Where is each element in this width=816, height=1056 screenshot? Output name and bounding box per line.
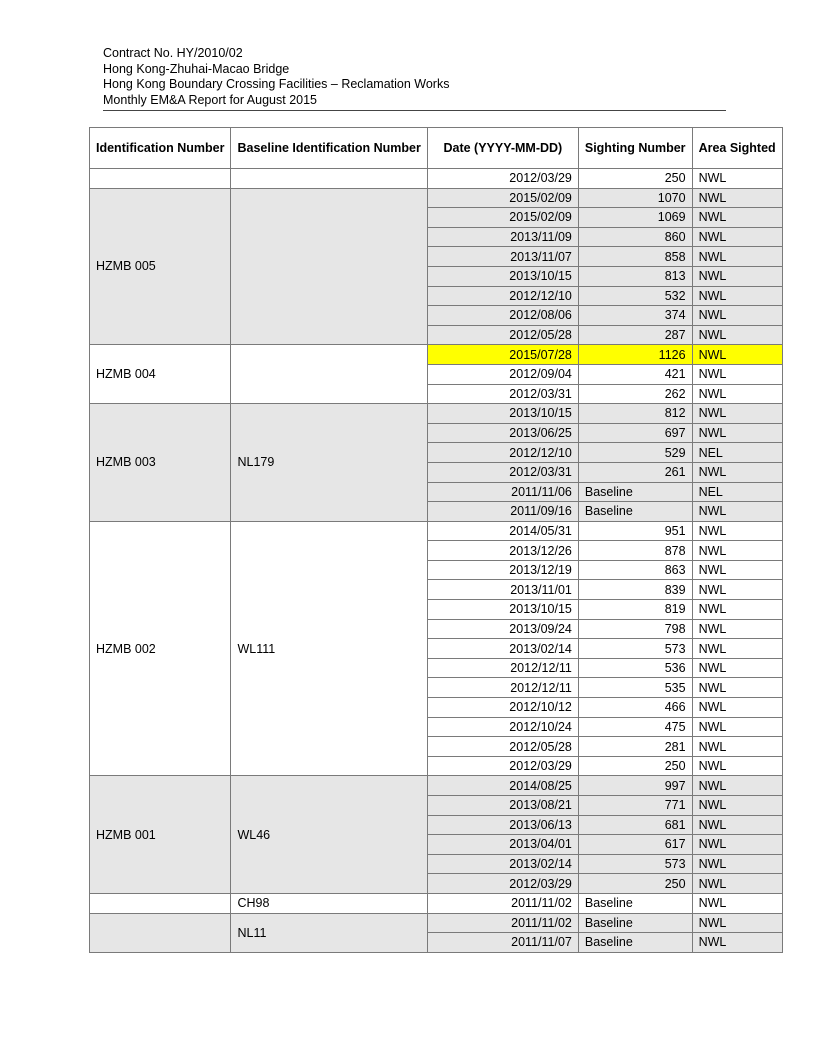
date-cell: 2015/07/28 [427, 345, 578, 365]
date-cell: 2013/11/09 [427, 227, 578, 247]
area-cell: NWL [692, 521, 782, 541]
date-cell: 2013/06/25 [427, 423, 578, 443]
sighting-number-cell: 281 [578, 737, 692, 757]
sighting-number-cell: 697 [578, 423, 692, 443]
group-id-cell: HZMB 001 [90, 776, 231, 894]
date-cell: 2011/11/02 [427, 913, 578, 933]
area-cell: NWL [692, 247, 782, 267]
group-id-cell [90, 169, 231, 189]
area-cell: NEL [692, 443, 782, 463]
table-row [90, 169, 783, 189]
sighting-number-cell: 536 [578, 658, 692, 678]
group-baseline-cell: CH98 [231, 893, 427, 913]
sighting-number-cell: 681 [578, 815, 692, 835]
date-cell: 2014/08/25 [427, 776, 578, 796]
area-cell: NWL [692, 913, 782, 933]
sighting-number-cell: 813 [578, 266, 692, 286]
works-name: Hong Kong Boundary Crossing Facilities – Reclamation Works [103, 77, 450, 91]
date-cell: 2012/03/29 [427, 756, 578, 776]
date-cell: 2012/12/11 [427, 678, 578, 698]
sighting-number-cell: Baseline [578, 913, 692, 933]
date-cell: 2011/09/16 [427, 502, 578, 522]
sighting-number-cell: 617 [578, 835, 692, 855]
area-cell: NWL [692, 404, 782, 424]
sighting-number-cell: 466 [578, 698, 692, 718]
report-title: Monthly EM&A Report for August 2015 [103, 92, 318, 107]
date-cell: 2012/03/29 [427, 169, 578, 189]
area-cell: NWL [692, 835, 782, 855]
date-cell: 2012/03/29 [427, 874, 578, 894]
sighting-number-cell: 287 [578, 325, 692, 345]
sighting-number-cell: 250 [578, 756, 692, 776]
area-cell: NWL [692, 266, 782, 286]
report-header [103, 46, 449, 108]
area-cell: NWL [692, 756, 782, 776]
date-cell: 2012/09/04 [427, 364, 578, 384]
sighting-number-cell: 1070 [578, 188, 692, 208]
area-cell: NWL [692, 384, 782, 404]
area-cell: NWL [692, 658, 782, 678]
date-cell: 2012/12/10 [427, 443, 578, 463]
date-cell: 2013/12/26 [427, 541, 578, 561]
date-cell: 2012/03/31 [427, 384, 578, 404]
date-cell: 2012/10/24 [427, 717, 578, 737]
group-id-cell [90, 913, 231, 952]
area-cell: NWL [692, 208, 782, 228]
date-cell: 2013/12/19 [427, 560, 578, 580]
sighting-number-cell: 475 [578, 717, 692, 737]
sighting-number-cell: 421 [578, 364, 692, 384]
group-baseline-cell: WL46 [231, 776, 427, 894]
sighting-number-cell: 1069 [578, 208, 692, 228]
date-cell: 2011/11/06 [427, 482, 578, 502]
area-cell: NWL [692, 619, 782, 639]
area-cell: NWL [692, 600, 782, 620]
sighting-number-cell: 535 [578, 678, 692, 698]
sighting-number-cell: 798 [578, 619, 692, 639]
sighting-number-cell: 573 [578, 639, 692, 659]
table-header-row [90, 128, 783, 169]
sighting-number-cell: 250 [578, 169, 692, 189]
table-row [90, 776, 783, 796]
sighting-number-cell: Baseline [578, 502, 692, 522]
group-id-cell: HZMB 004 [90, 345, 231, 404]
group-baseline-cell: WL111 [231, 521, 427, 776]
header-area-sighted: Area Sighted [692, 128, 782, 169]
sighting-number-cell: Baseline [578, 893, 692, 913]
area-cell: NWL [692, 286, 782, 306]
area-cell: NWL [692, 423, 782, 443]
date-cell: 2013/09/24 [427, 619, 578, 639]
sighting-number-cell: 250 [578, 874, 692, 894]
area-cell: NWL [692, 502, 782, 522]
sighting-number-cell: 573 [578, 854, 692, 874]
area-cell: NWL [692, 345, 782, 365]
date-cell: 2012/12/11 [427, 658, 578, 678]
sighting-number-cell: 812 [578, 404, 692, 424]
date-cell: 2015/02/09 [427, 188, 578, 208]
group-id-cell: HZMB 003 [90, 404, 231, 522]
group-baseline-cell [231, 169, 427, 189]
area-cell: NWL [692, 639, 782, 659]
sighting-number-cell: 529 [578, 443, 692, 463]
sighting-number-cell: 860 [578, 227, 692, 247]
table-row [90, 521, 783, 541]
sighting-number-cell: 858 [578, 247, 692, 267]
date-cell: 2013/06/13 [427, 815, 578, 835]
sighting-number-cell: 771 [578, 796, 692, 816]
date-cell: 2013/08/21 [427, 796, 578, 816]
group-baseline-cell [231, 188, 427, 345]
group-baseline-cell: NL179 [231, 404, 427, 522]
date-cell: 2015/02/09 [427, 208, 578, 228]
area-cell: NWL [692, 698, 782, 718]
date-cell: 2013/04/01 [427, 835, 578, 855]
header-date: Date (YYYY-MM-DD) [427, 128, 578, 169]
area-cell: NWL [692, 893, 782, 913]
date-cell: 2013/10/15 [427, 600, 578, 620]
sightings-table [89, 127, 783, 953]
sighting-number-cell: Baseline [578, 933, 692, 953]
date-cell: 2013/10/15 [427, 404, 578, 424]
area-cell: NWL [692, 188, 782, 208]
area-cell: NWL [692, 306, 782, 326]
header-baseline-identification-number: Baseline Identification Number [231, 128, 427, 169]
area-cell: NWL [692, 560, 782, 580]
sighting-number-cell: 261 [578, 462, 692, 482]
date-cell: 2012/05/28 [427, 325, 578, 345]
sighting-number-cell: 951 [578, 521, 692, 541]
area-cell: NWL [692, 325, 782, 345]
date-cell: 2014/05/31 [427, 521, 578, 541]
area-cell: NWL [692, 854, 782, 874]
area-cell: NWL [692, 815, 782, 835]
header-sighting-number: Sighting Number [578, 128, 692, 169]
area-cell: NWL [692, 737, 782, 757]
date-cell: 2013/10/15 [427, 266, 578, 286]
date-cell: 2013/02/14 [427, 854, 578, 874]
date-cell: 2012/08/06 [427, 306, 578, 326]
sighting-number-cell: 863 [578, 560, 692, 580]
area-cell: NWL [692, 580, 782, 600]
table-row [90, 913, 783, 933]
date-cell: 2012/12/10 [427, 286, 578, 306]
sighting-number-cell: 878 [578, 541, 692, 561]
sighting-number-cell: 839 [578, 580, 692, 600]
table-row [90, 893, 783, 913]
area-cell: NWL [692, 169, 782, 189]
project-name: Hong Kong-Zhuhai-Macao Bridge [103, 61, 290, 76]
area-cell: NWL [692, 796, 782, 816]
area-cell: NWL [692, 462, 782, 482]
date-cell: 2011/11/07 [427, 933, 578, 953]
contract-number: Contract No. HY/2010/02 [103, 46, 243, 60]
group-baseline-cell: NL11 [231, 913, 427, 952]
area-cell: NWL [692, 776, 782, 796]
group-id-cell: HZMB 005 [90, 188, 231, 345]
area-cell: NEL [692, 482, 782, 502]
date-cell: 2013/02/14 [427, 639, 578, 659]
sighting-number-cell: 819 [578, 600, 692, 620]
sighting-number-cell: 1126 [578, 345, 692, 365]
date-cell: 2013/11/01 [427, 580, 578, 600]
sighting-number-cell: 997 [578, 776, 692, 796]
sighting-number-cell: Baseline [578, 482, 692, 502]
table-row-highlighted [90, 345, 783, 365]
group-id-cell: HZMB 002 [90, 521, 231, 776]
date-cell: 2011/11/02 [427, 893, 578, 913]
group-id-cell [90, 893, 231, 913]
sighting-number-cell: 374 [578, 306, 692, 326]
date-cell: 2012/03/31 [427, 462, 578, 482]
area-cell: NWL [692, 933, 782, 953]
header-identification-number: Identification Number [90, 128, 231, 169]
area-cell: NWL [692, 717, 782, 737]
table-row [90, 404, 783, 424]
group-baseline-cell [231, 345, 427, 404]
date-cell: 2012/10/12 [427, 698, 578, 718]
table-row [90, 188, 783, 208]
sighting-number-cell: 262 [578, 384, 692, 404]
area-cell: NWL [692, 874, 782, 894]
area-cell: NWL [692, 678, 782, 698]
header-divider [103, 110, 726, 111]
sighting-number-cell: 532 [578, 286, 692, 306]
date-cell: 2012/05/28 [427, 737, 578, 757]
date-cell: 2013/11/07 [427, 247, 578, 267]
area-cell: NWL [692, 364, 782, 384]
area-cell: NWL [692, 227, 782, 247]
area-cell: NWL [692, 541, 782, 561]
